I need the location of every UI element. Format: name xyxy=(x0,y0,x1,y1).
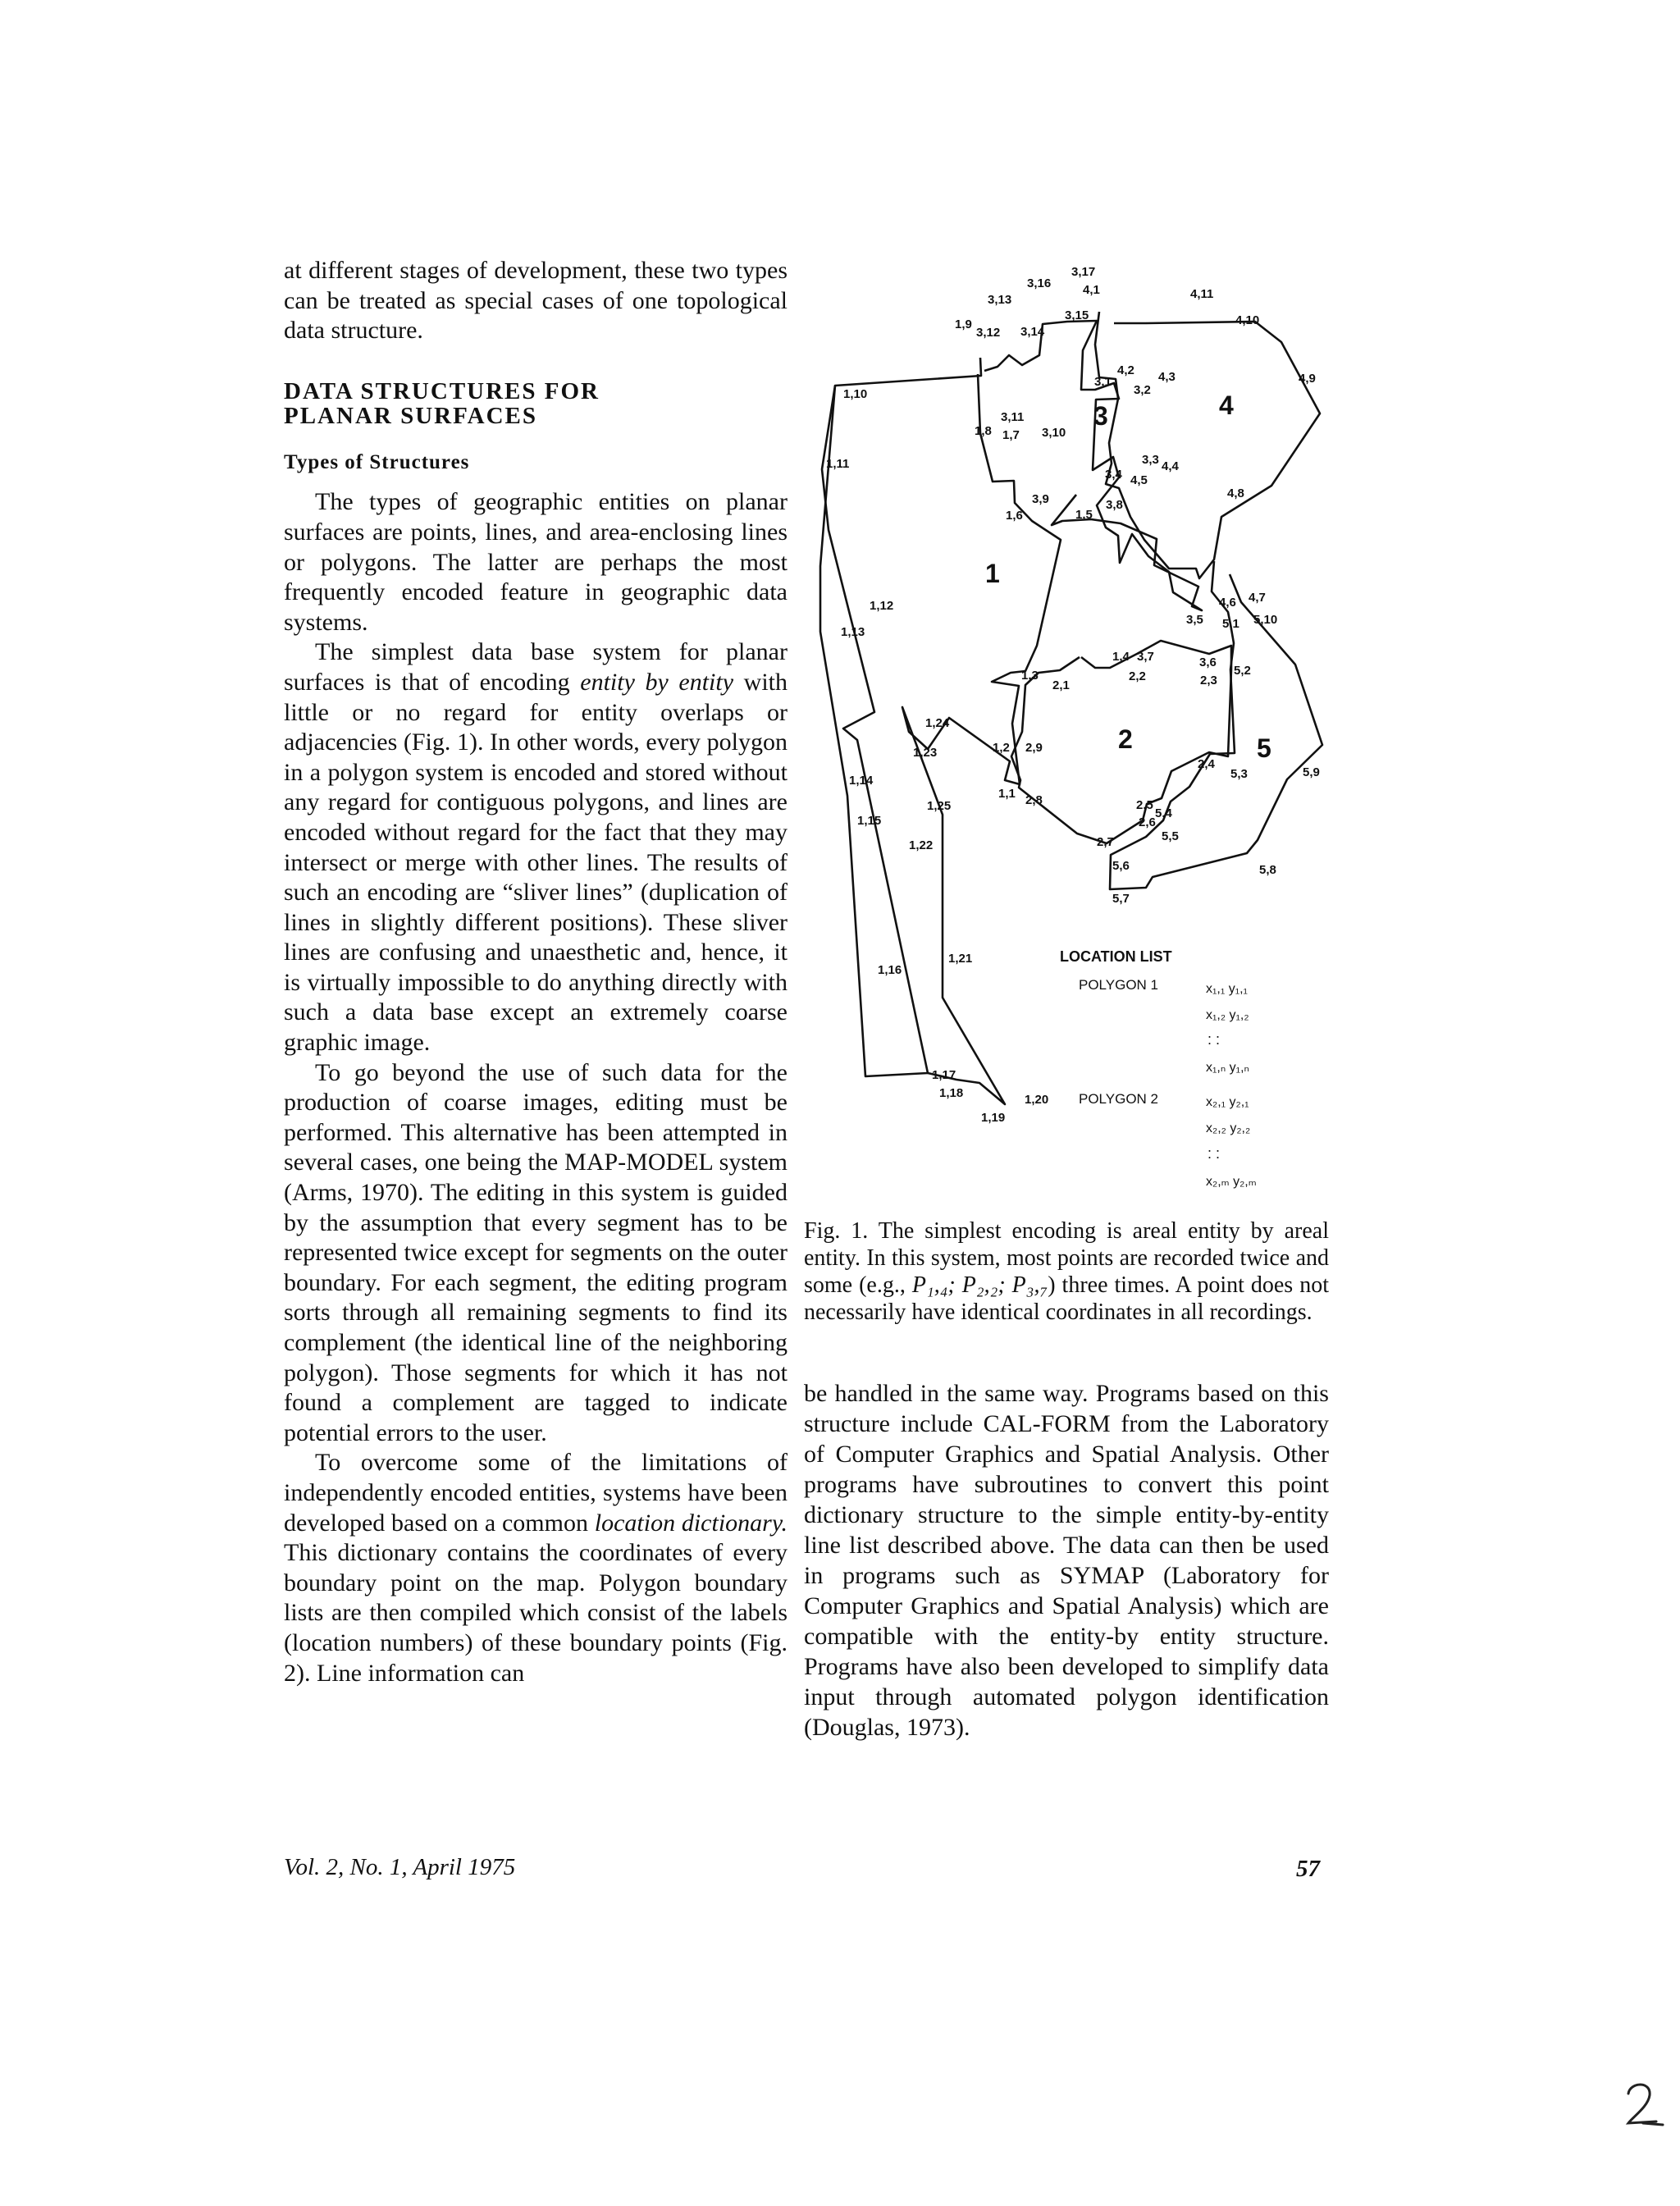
point-label: 2,5 xyxy=(1136,798,1153,812)
point-label: 1,15 xyxy=(857,814,882,828)
point-label: 3,5 xyxy=(1186,613,1203,627)
location-list-title: LOCATION LIST xyxy=(1060,948,1172,965)
point-label: 4,1 xyxy=(1083,283,1100,297)
polygon-label-3: 3 xyxy=(1093,401,1108,431)
point-label: 5,8 xyxy=(1259,863,1276,877)
location-list xyxy=(1060,948,1257,1189)
figure-caption: Fig. 1. The simplest encoding is areal entity by areal entity. In this system, most points are recorded twice and some (e.g., P₁,₄; P₂,₂; P₃,₇) three times. A point does not necessarily have identical coordinates in all recordings. xyxy=(804,1218,1329,1325)
point-label: 1,4 xyxy=(1112,650,1130,664)
point-label: 1,2 xyxy=(993,741,1010,755)
point-label: 2,4 xyxy=(1198,757,1215,771)
polygon-1-row: x₁,₁ y₁,₁ xyxy=(1206,982,1248,996)
polygon-label-5: 5 xyxy=(1257,733,1271,763)
point-label: 1,20 xyxy=(1025,1093,1049,1107)
paragraph-line-information: be handled in the same way. Programs based on this structure include CAL-FORM from the Laboratory of Computer Graphics and Spatial Analysis. Other programs have subroutines to convert this point dictionary structure to the simple entity-by-entity line list described above. The data can then be used in programs such as SYMAP (Laboratory for Computer Graphics and Spatial Analysis) which are compatible with the entity-by entity structure. Programs have also been developed to simplify data input through automated polygon identification (Douglas, 1973). xyxy=(804,1380,1329,1741)
point-label: 5,7 xyxy=(1112,892,1130,906)
point-label: 4,3 xyxy=(1158,370,1176,384)
point-label: 3,4 xyxy=(1105,468,1122,482)
point-label: 4,9 xyxy=(1299,372,1316,386)
paragraph-types: The types of geographic entities on planar surfaces are points, lines, and area-enclosing lines or polygons. The latter are perhaps the most frequently encoded feature in geographic data systems. xyxy=(284,488,788,636)
point-label: 2,1 xyxy=(1052,678,1070,692)
point-label: 2,7 xyxy=(1097,835,1114,849)
polygon-2-row: x₂,ₘ y₂,ₘ xyxy=(1206,1175,1257,1189)
point-label: 1,19 xyxy=(981,1111,1006,1125)
polygon-number-labels xyxy=(985,391,1271,763)
point-label: 1,23 xyxy=(913,746,938,760)
point-label: 4,7 xyxy=(1249,591,1266,605)
point-label: 2,6 xyxy=(1139,815,1156,829)
paragraph-simplest: The simplest data base system for planar surfaces is that of encoding entity by entity with little or no regard for entity overlaps or adjacencies (Fig. 1). In other words, every polygon in a polygon system is encoded and stored without any regard for contiguous polygons, and lines are encoded without regard for the fact that they may intersect or merge with other lines. The results of such an encoding are “sliver lines” (duplication of lines in slightly different positions). These sliver lines are confusing and unaesthetic and, hence, it is virtually impossible to do anything directly with such a data base except an extremely coarse graphic image. xyxy=(284,638,788,1057)
point-label: 5,10 xyxy=(1253,613,1278,627)
figure-1-polygon-diagram xyxy=(804,246,1345,1198)
point-label: 2,9 xyxy=(1025,741,1043,755)
point-label: 2,3 xyxy=(1200,674,1217,687)
point-label: 1,1 xyxy=(998,787,1016,801)
point-label: 3,2 xyxy=(1134,383,1151,397)
polygon-4-outline xyxy=(1095,312,1320,578)
point-label: 5,3 xyxy=(1230,767,1248,781)
left-column xyxy=(284,256,788,1688)
emphasis-location-dictionary: location dictionary. xyxy=(594,1509,788,1537)
point-label: 3,12 xyxy=(976,326,1001,340)
point-label: 5,5 xyxy=(1162,829,1179,843)
journal-citation: Vol. 2, No. 1, April 1975 xyxy=(284,1854,516,1880)
point-label: 3,1 xyxy=(1094,375,1112,389)
point-label: 3,3 xyxy=(1142,453,1159,467)
point-label: 1,16 xyxy=(878,963,902,977)
point-label: 2,2 xyxy=(1129,669,1146,683)
polygon-1-row: x₁,ₙ y₁,ₙ xyxy=(1206,1061,1249,1075)
point-label: 4,2 xyxy=(1117,363,1134,377)
point-label: 1,25 xyxy=(927,799,952,813)
polygon-label-1: 1 xyxy=(985,559,1000,588)
section-heading: DATA STRUCTURES FOR PLANAR SURFACES xyxy=(284,377,600,429)
point-label: 1,12 xyxy=(870,599,894,613)
point-label: 1,7 xyxy=(1002,428,1020,442)
vertical-ellipsis: : : xyxy=(1208,1145,1221,1162)
vertical-ellipsis: : : xyxy=(1208,1031,1221,1048)
point-label: 5,6 xyxy=(1112,859,1130,873)
point-label: 4,4 xyxy=(1162,459,1179,473)
point-label: 3,8 xyxy=(1106,498,1123,512)
right-column xyxy=(804,1378,1329,1742)
point-label: 3,13 xyxy=(988,293,1012,307)
point-label: 2,8 xyxy=(1025,793,1043,807)
intro-paragraph: at different stages of development, these two types can be treated as special cases of one topological data structure. xyxy=(284,257,788,345)
paragraph-editing: To go beyond the use of such data for the production of coarse images, editing must be performed. This alternative has been attempted in several cases, one being the MAP-MODEL system (Arms, 1970). The editing in this system is guided by the assumption that every segment has to be represented twice except for segments on the outer boundary. For each segment, the editing program sorts through all remaining segments to find its complement (the identical line of the neighboring polygon). Those segments for which it has not found a complement are tagged to indicate potential errors to the user. xyxy=(284,1058,788,1446)
point-label: 5,1 xyxy=(1222,617,1239,631)
point-label: 1,6 xyxy=(1006,509,1023,523)
point-label: 4,10 xyxy=(1235,313,1260,327)
point-label: 1,10 xyxy=(843,387,868,401)
point-label: 3,14 xyxy=(1020,325,1045,339)
point-label: 5,2 xyxy=(1234,664,1251,678)
point-label: 3,6 xyxy=(1199,655,1217,669)
point-label: 1,5 xyxy=(1075,508,1093,522)
polygon-5-outline xyxy=(1110,561,1322,889)
point-label: 5,9 xyxy=(1303,765,1320,779)
emphasis-entity-by-entity: entity by entity xyxy=(580,668,734,696)
point-label: 4,11 xyxy=(1190,287,1214,301)
point-label: 4,8 xyxy=(1227,486,1244,500)
point-label: 1,18 xyxy=(939,1086,964,1100)
subsection-heading: Types of Structures xyxy=(284,450,470,473)
point-label: 4,5 xyxy=(1130,473,1148,487)
point-label: 1,21 xyxy=(948,952,973,966)
point-label: 1,8 xyxy=(975,424,992,438)
polygon-2-row: x₂,₁ y₂,₁ xyxy=(1206,1095,1249,1109)
point-label: 3,17 xyxy=(1071,265,1096,279)
point-label: 1,22 xyxy=(909,838,934,852)
point-label: 3,11 xyxy=(1001,410,1025,424)
point-label: 4,6 xyxy=(1219,596,1236,610)
point-label: 3,9 xyxy=(1032,492,1049,506)
point-label: 1,11 xyxy=(826,457,850,471)
point-label: 1,14 xyxy=(849,774,874,788)
polygon-label-4: 4 xyxy=(1219,391,1234,420)
point-label: 1,24 xyxy=(925,716,950,730)
polygon-1-label: POLYGON 1 xyxy=(1079,977,1158,993)
point-label: 1,13 xyxy=(841,625,865,639)
point-label: 3,7 xyxy=(1137,650,1154,664)
polygon-2-label: POLYGON 2 xyxy=(1079,1091,1158,1107)
polygon-1-row: x₁,₂ y₁,₂ xyxy=(1206,1008,1249,1022)
paragraph-location-dictionary: To overcome some of the limitations of independently encoded entities, systems have been developed based on a common location dictionary. This dictionary contains the coordinates of every boundary point on the map. Polygon boundary lists are then compiled which consist of the labels (location numbers) of these boundary points (Fig. 2). Line information can xyxy=(284,1449,788,1687)
handwritten-mark-icon xyxy=(1620,2076,1678,2141)
page-number: 57 xyxy=(1296,1856,1320,1882)
polygon-1-outline xyxy=(822,358,1061,1104)
point-label: 3,10 xyxy=(1042,426,1066,440)
polygon-label-2: 2 xyxy=(1118,724,1133,754)
point-label: 5,4 xyxy=(1155,806,1172,820)
point-label: 3,15 xyxy=(1065,308,1089,322)
point-label: 3,16 xyxy=(1027,276,1052,290)
point-label: 1,3 xyxy=(1021,669,1039,683)
point-label: 1,9 xyxy=(955,317,972,331)
point-label: 1,17 xyxy=(932,1068,956,1082)
polygon-2-row: x₂,₂ y₂,₂ xyxy=(1206,1121,1251,1135)
